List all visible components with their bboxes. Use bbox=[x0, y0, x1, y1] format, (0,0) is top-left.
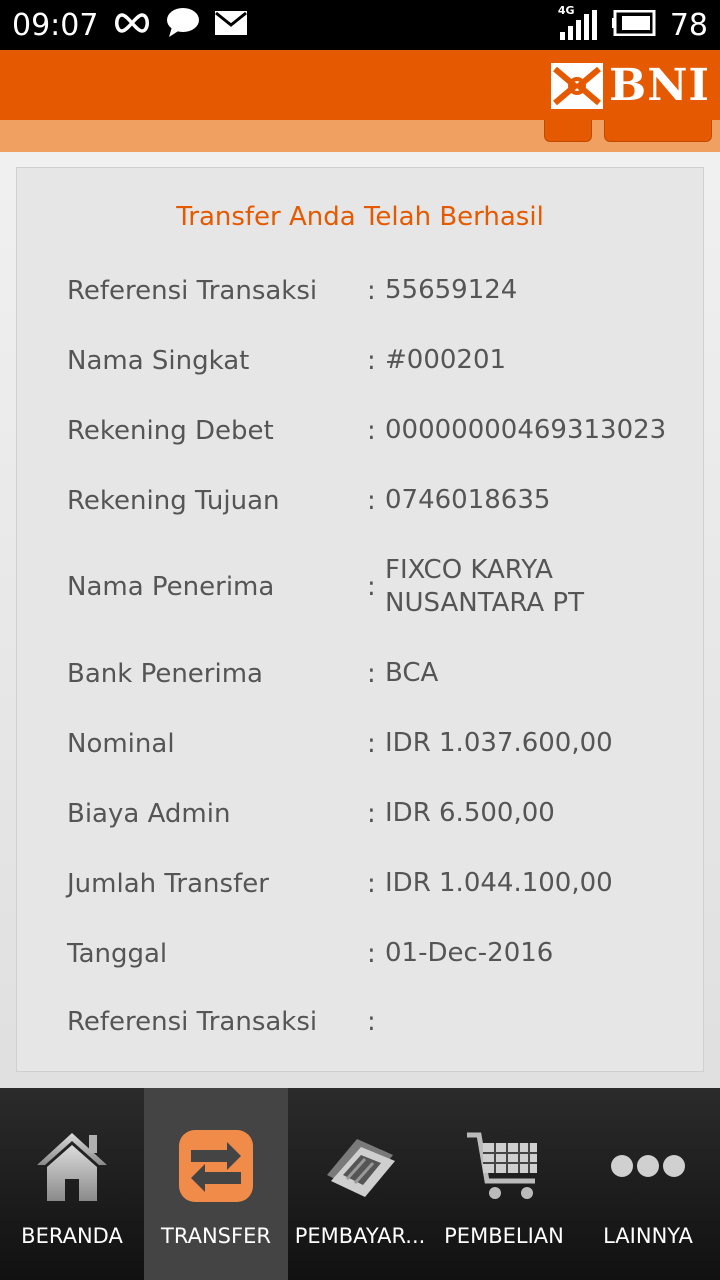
row-label: Nama Singkat bbox=[67, 345, 250, 376]
row-colon: : bbox=[367, 868, 376, 899]
row-value: IDR 1.044.100,00 bbox=[385, 868, 613, 898]
row-label: Nominal bbox=[67, 728, 175, 759]
receipt-row bbox=[67, 344, 687, 377]
row-label: Tanggal bbox=[67, 938, 168, 969]
row-label: Biaya Admin bbox=[67, 798, 231, 829]
receipt-row bbox=[67, 867, 687, 900]
row-label: Bank Penerima bbox=[67, 658, 263, 689]
home-icon bbox=[32, 1128, 112, 1204]
receipt-row bbox=[67, 797, 687, 830]
receipt-row bbox=[67, 484, 687, 517]
row-value: 01-Dec-2016 bbox=[385, 938, 554, 968]
app-header bbox=[0, 50, 720, 120]
nav-label: PEMBELIAN bbox=[444, 1224, 564, 1248]
battery-level: 78 bbox=[669, 7, 708, 43]
row-label: Rekening Tujuan bbox=[67, 485, 280, 516]
mail-icon bbox=[214, 10, 248, 40]
action-button[interactable] bbox=[604, 120, 712, 142]
row-colon: : bbox=[367, 728, 376, 759]
logo-text: BNI bbox=[609, 60, 710, 111]
nav-label: PEMBAYAR... bbox=[294, 1224, 426, 1248]
row-value: 55659124 bbox=[385, 275, 518, 305]
row-label: Referensi Transaksi bbox=[67, 275, 318, 306]
network-type: 4G bbox=[557, 4, 575, 17]
receipt-row bbox=[67, 1007, 687, 1037]
nav-beranda[interactable] bbox=[0, 1088, 144, 1280]
transfer-icon bbox=[176, 1128, 256, 1204]
row-colon: : bbox=[367, 658, 376, 689]
row-value: IDR 6.500,00 bbox=[385, 798, 555, 828]
row-colon: : bbox=[367, 572, 376, 602]
row-value: 00000000469313023 bbox=[385, 415, 667, 445]
receipt-card bbox=[16, 167, 704, 1072]
receipt-title: Transfer Anda Telah Berhasil bbox=[176, 202, 544, 232]
cart-icon bbox=[464, 1128, 544, 1204]
nav-label: BERANDA bbox=[21, 1224, 123, 1248]
status-time: 09:07 bbox=[12, 7, 99, 43]
nav-transfer[interactable] bbox=[144, 1088, 288, 1280]
row-colon: : bbox=[367, 415, 376, 446]
payment-card-icon bbox=[320, 1128, 400, 1204]
receipt-row bbox=[67, 274, 687, 307]
page-subbar bbox=[0, 120, 720, 152]
row-colon: : bbox=[367, 1007, 376, 1037]
receipt-row bbox=[67, 657, 687, 690]
row-value: IDR 1.037.600,00 bbox=[385, 728, 613, 758]
infinity-icon bbox=[112, 11, 152, 39]
row-value: FIXCO KARYA NUSANTARA PT bbox=[385, 555, 584, 618]
nav-lainnya[interactable] bbox=[576, 1088, 720, 1280]
receipt-row bbox=[67, 727, 687, 760]
row-colon: : bbox=[367, 485, 376, 516]
nav-label: LAINNYA bbox=[603, 1224, 693, 1248]
row-value: #000201 bbox=[385, 345, 507, 375]
bni-logo-mark-icon bbox=[551, 63, 603, 109]
row-label: Referensi Transaksi bbox=[67, 1007, 318, 1037]
row-colon: : bbox=[367, 345, 376, 376]
receipt-row bbox=[67, 414, 687, 447]
row-colon: : bbox=[367, 275, 376, 306]
row-label: Rekening Debet bbox=[67, 415, 274, 446]
nav-label: TRANSFER bbox=[161, 1224, 271, 1248]
chat-bubble-icon bbox=[166, 7, 200, 43]
nav-pembayaran[interactable] bbox=[288, 1088, 432, 1280]
status-bar bbox=[0, 0, 720, 50]
receipt-row bbox=[67, 937, 687, 970]
row-label: Jumlah Transfer bbox=[67, 868, 269, 899]
bni-logo bbox=[551, 62, 710, 110]
signal-icon bbox=[557, 4, 598, 42]
row-value: 0746018635 bbox=[385, 485, 551, 515]
receipt-row bbox=[67, 554, 687, 620]
row-colon: : bbox=[367, 798, 376, 829]
bottom-nav bbox=[0, 1088, 720, 1280]
battery-icon bbox=[612, 10, 656, 40]
row-label: Nama Penerima bbox=[67, 572, 275, 602]
nav-pembelian[interactable] bbox=[432, 1088, 576, 1280]
info-button[interactable] bbox=[544, 120, 592, 142]
row-colon: : bbox=[367, 938, 376, 969]
more-icon bbox=[608, 1128, 688, 1204]
row-value: BCA bbox=[385, 658, 439, 688]
